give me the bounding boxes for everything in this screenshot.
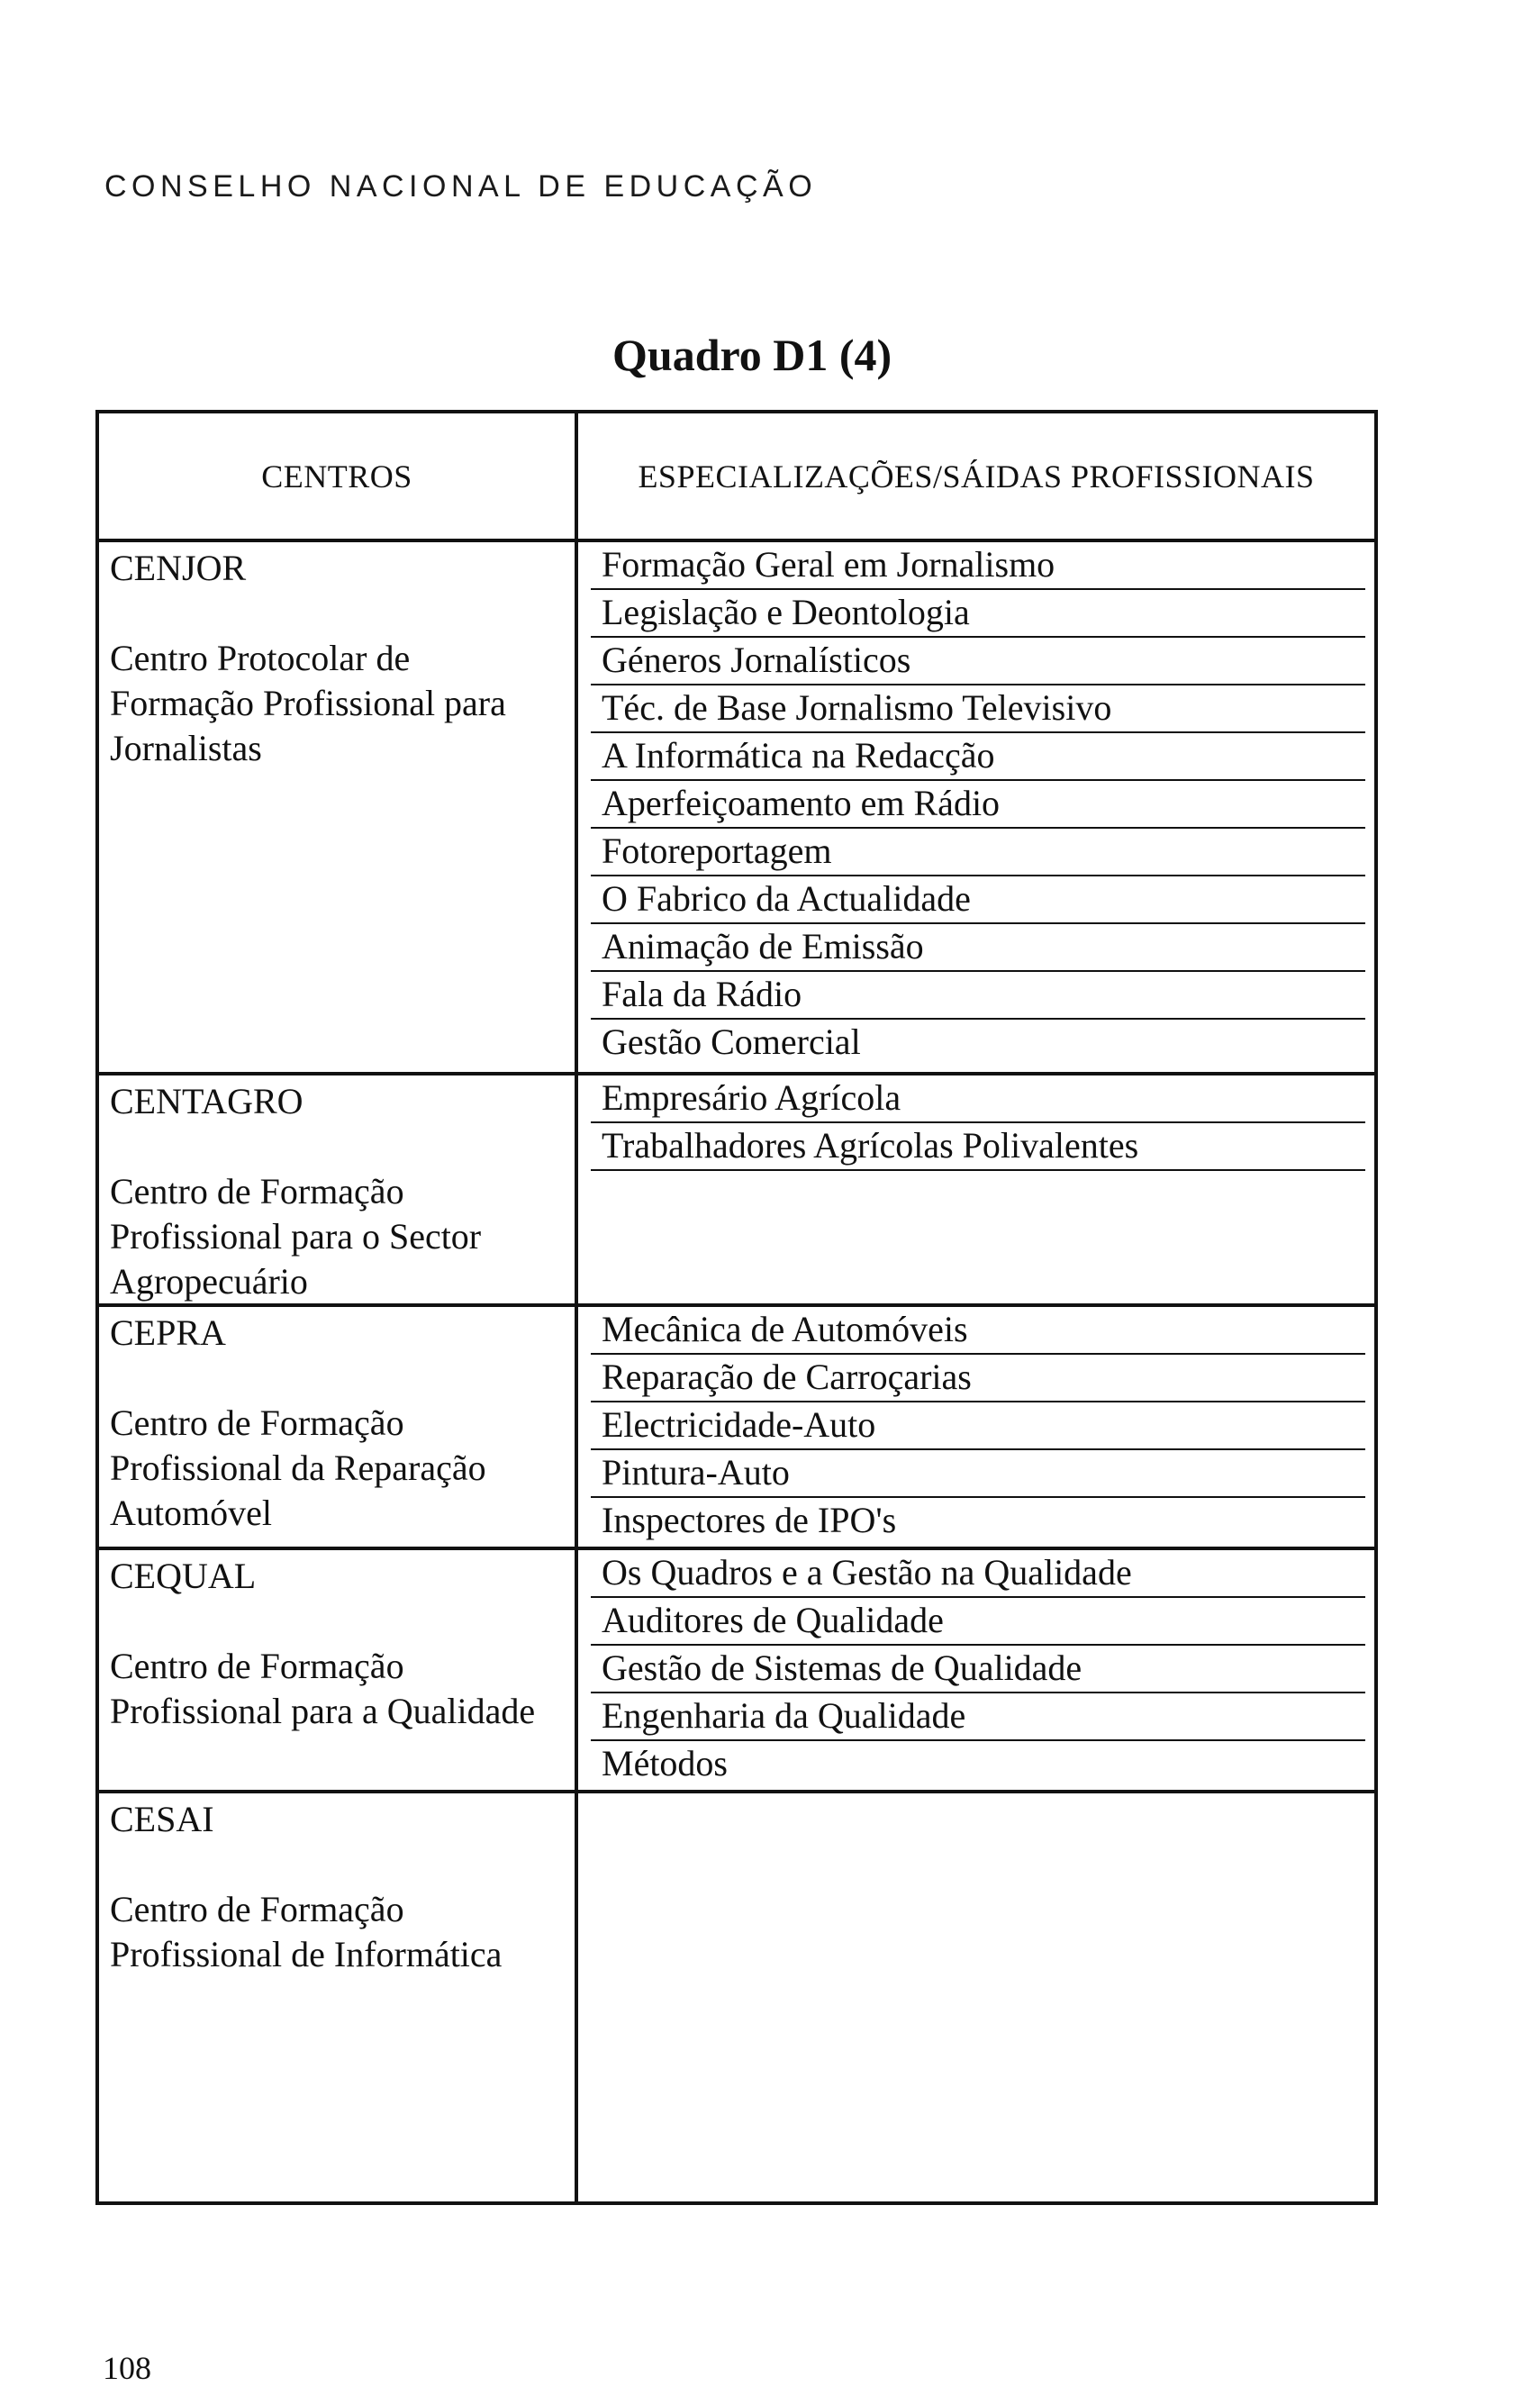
specialization-item: Pintura-Auto <box>591 1450 1365 1498</box>
specialization-item: Fotoreportagem <box>591 829 1365 876</box>
centre-code: CENJOR <box>110 548 247 588</box>
column-header-especializacoes: ESPECIALIZAÇÕES/SÁIDAS PROFISSIONAIS <box>638 458 1315 495</box>
specialization-item: Gestão Comercial <box>602 1021 861 1062</box>
centre-cell <box>110 1079 569 1304</box>
specialization-item: Animação de Emissão <box>591 924 1365 972</box>
specialization-item: O Fabrico da Actualidade <box>591 876 1365 924</box>
specialization-item: Engenharia da Qualidade <box>591 1693 1365 1741</box>
specialization-item: Legislação e Deontologia <box>591 590 1365 638</box>
specialization-item: Gestão de Sistemas de Qualidade <box>591 1646 1365 1693</box>
centre-cell <box>110 1554 569 1734</box>
specialization-item: Téc. de Base Jornalismo Televisivo <box>591 685 1365 733</box>
table-row <box>99 542 1374 1075</box>
centre-description: Centro de Formação Profissional para a Qualidade <box>110 1646 536 1731</box>
table-row <box>99 1307 1374 1550</box>
specialization-item: Auditores de Qualidade <box>591 1598 1365 1646</box>
document-header: CONSELHO NACIONAL DE EDUCAÇÃO <box>104 169 818 204</box>
column-header-centros: CENTROS <box>261 458 412 495</box>
specialization-item: Electricidade-Auto <box>591 1402 1365 1450</box>
centre-cell <box>110 546 569 771</box>
centre-description: Centro de Formação Profissional da Reparação Automóvel <box>110 1402 486 1533</box>
specialization-item: Formação Geral em Jornalismo <box>591 542 1365 590</box>
specializations-list <box>591 1075 1365 1171</box>
centre-code: CEPRA <box>110 1312 226 1353</box>
specialization-item: Aperfeiçoamento em Rádio <box>591 781 1365 829</box>
specialization-item: A Informática na Redacção <box>591 733 1365 781</box>
specialization-item: Trabalhadores Agrícolas Polivalentes <box>591 1123 1365 1171</box>
centre-code: CEQUAL <box>110 1556 257 1596</box>
page-number: 108 <box>103 2350 151 2386</box>
specialization-item: Inspectores de IPO's <box>602 1500 897 1540</box>
specialization-item: Géneros Jornalísticos <box>591 638 1365 685</box>
centre-description: Centro Protocolar de Formação Profissional para Jornalistas <box>110 638 506 768</box>
specializations-list <box>591 542 1365 1066</box>
centre-code: CESAI <box>110 1799 214 1839</box>
centre-cell <box>110 1797 569 1977</box>
centre-description: Centro de Formação Profissional de Informática <box>110 1889 503 1974</box>
specializations-list <box>591 1307 1365 1544</box>
table-row <box>99 1550 1374 1793</box>
table-title: Quadro D1 (4) <box>612 330 892 380</box>
specializations-list <box>591 1550 1365 1787</box>
centre-cell <box>110 1311 569 1536</box>
centre-description: Centro de Formação Profissional para o Sector Agropecuário <box>110 1171 482 1302</box>
specialization-item: Empresário Agrícola <box>591 1075 1365 1123</box>
centres-table <box>95 410 1378 2205</box>
centre-code: CENTAGRO <box>110 1081 303 1121</box>
specialization-item: Mecânica de Automóveis <box>591 1307 1365 1355</box>
table-row <box>99 1793 1374 2201</box>
specialization-item: Fala da Rádio <box>591 972 1365 1020</box>
specialization-item: Métodos <box>602 1743 728 1783</box>
specialization-item: Os Quadros e a Gestão na Qualidade <box>591 1550 1365 1598</box>
specialization-item: Reparação de Carroçarias <box>591 1355 1365 1402</box>
table-row <box>99 1075 1374 1307</box>
